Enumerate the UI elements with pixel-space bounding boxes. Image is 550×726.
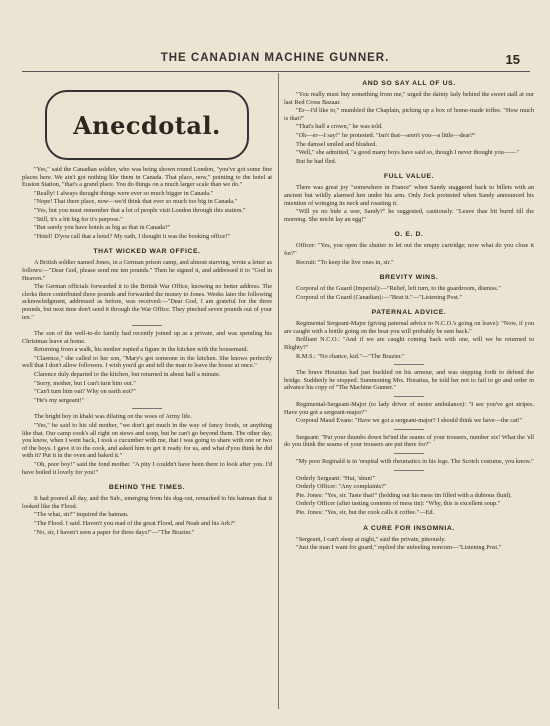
paragraph: Regimental-Sergeant-Major (to lady driver of motor ambulance): "I see you've got stripes. Have you got a sergeant-major?" <box>284 401 534 416</box>
divider <box>394 470 424 471</box>
section-heading: O. E. D. <box>394 231 424 239</box>
paragraph: "The what, sir?" inquired the batman. <box>34 511 129 519</box>
divider <box>394 364 424 365</box>
paragraph: "Yes, but you must remember that a lot of people visit London through this station." <box>34 206 246 214</box>
paragraph: Recruit: "To keep the live ones in, sir." <box>296 258 394 266</box>
paragraph: Orderly Officer: "Any complaints?" <box>296 483 387 491</box>
section-heading: A CURE FOR INSOMNIA. <box>363 524 455 532</box>
paragraph: "Really! I always thought things were ever so much bigger in Canada." <box>34 189 214 197</box>
paragraph: "Sergeant, I can't sleep at night," said the private, piteously. <box>296 535 446 543</box>
paragraph: "Can't turn him out? Why on earth not?" <box>34 388 136 396</box>
paragraph: "Sorry, mother, but I can't turn him out." <box>34 379 136 387</box>
paragraph: R.M.S.: "No chance, kid."—"The Brazier." <box>296 352 405 360</box>
paragraph: "Still, it's a bit big for it's purpose." <box>34 215 123 223</box>
paragraph: "Well," she admitted, "a good many boys have said so, though I never thought you——" <box>296 149 519 157</box>
paragraph: The German officials forwarded it to the British War Office, knowing no better address. The clerks there contributed three pounds and forwarded the money to Jones. Weeks later the following acknowledgment, addressed as before, was received:—"Dear God, I am grateful for the three pounds, but next time don't send it through the War Office. They pinched seven pounds out of your ten." <box>22 283 272 321</box>
section-heading: PATERNAL ADVICE. <box>371 309 447 317</box>
paragraph: "That's half a crown," he was told. <box>296 123 383 131</box>
paragraph: "Will ye no bide a wee, Sandy?" he suggested, cautiously. "Leave thae bit burrd till the morning. She micht lay an egg!" <box>284 208 534 223</box>
paragraph: Pte. Jones: "Yes, sir, but the cook calls it coffee."—Ed. <box>296 508 435 516</box>
paragraph: "My poor Reginald is in 'orspital with rheumatics in his legs. The Scotch costume, you know." <box>296 458 534 465</box>
section-heading: BEHIND THE TIMES. <box>108 484 186 492</box>
paragraph: Corporal of the Guard (Canadian):—"Beat it."—"Listening Post." <box>296 293 462 301</box>
section-heading: AND SO SAY ALL OF US. <box>362 80 456 87</box>
paragraph: There was great joy "somewhere in France" when Sandy staggered back to billets with an ancient but wildly alarmed hen under his arm. Only Jock protested when Sandy announced his intention of wringing its neck and roasting it. <box>284 184 534 207</box>
paragraph: "He's my sergeant!" <box>34 396 85 404</box>
paragraph: The son of the well-to-do family had recently joined up as a private, and was spending his Christmas leave at home. <box>22 330 272 345</box>
paragraph: Clarence duly departed to the kitchen, but returned in about half a minute. <box>34 371 221 379</box>
paragraph: The brave Horatius had just buckled on his armour, and was stepping forth to defend the bridge. Suddenly he stopped. Summoning Mrs. Horatius, he told her not to fail to go and order in advance his copy of "The Machine Gunner." <box>284 369 534 392</box>
page-number: 15 <box>505 52 520 67</box>
anecdotal-title: Anecdotal. <box>45 90 249 160</box>
paragraph: "But surely you have hotels as big as that in Canada?" <box>34 224 171 232</box>
paragraph: The damsel smiled and blushed. <box>296 140 377 148</box>
paragraph: "The Flood. I said. Haven't you read of the great Flood, and Noah and his Ark?" <box>34 519 236 527</box>
paragraph: Sergeant: "Put your thumbs down be'ind the seams of your trousers, number six! What the 'ell do you think the seams of your trousers are put there for?" <box>284 433 534 449</box>
divider <box>132 408 162 409</box>
paragraph: "Yes," said the Canadian soldier, who was being shown round London, "you've got some fine places here. We ain't got nothing like them in Canada. That place, now," pointing to the hotel at Euston Station, "that's a grand place. You do things on a much larger scale than we do." <box>22 166 272 189</box>
left-column <box>22 78 272 537</box>
paragraph: "Er—I'd like to," mumbled the Chaplain, picking up a box of home-made toffee. "How much is that?" <box>284 107 534 122</box>
paragraph: Brilliant N.C.O.: "And if we are caught coming back with one, will we be returned to Blighty?" <box>284 336 534 352</box>
paragraph: Regimental Sergeant-Major (giving paternal advice to N.C.O.'s going on leave): "Now, if you are caught with a bottle going on the boat you will probably be sent back." <box>284 320 534 335</box>
right-column <box>284 78 534 553</box>
paragraph: "Oh—er—I say!" he protested. "Isn't that—aren't you—a little—dear?" <box>296 131 476 139</box>
paragraph: Corporal of the Guard (Imperial):—"Relief, left turn, to the guardroom, dismiss." <box>296 285 501 293</box>
header-rule <box>22 71 530 72</box>
paragraph: "Nope! That there place, now—we'd think that ever so much too big in Canada." <box>34 198 238 206</box>
divider <box>394 453 424 454</box>
paragraph: "No, sir, I haven't seen a paper for three days!"—"The Brazier." <box>34 528 195 536</box>
paragraph: Pte. Jones: "Yes, sir. Taste that!" (holding out his mess tin filled with a dubious fluid). <box>296 491 512 499</box>
section-heading: FULL VALUE. <box>383 173 435 181</box>
section-heading: THAT WICKED WAR OFFICE. <box>93 248 201 256</box>
paragraph: "Just the man I want for guard," replied the unfeeling noncom—"Listening Post." <box>296 544 502 552</box>
divider <box>394 429 424 430</box>
paragraph: It had poured all day, and the Sub., emerging from his dug-out, remarked to his batman that it looked like the Flood. <box>22 495 272 510</box>
paragraph: But he had fled. <box>296 157 337 165</box>
paragraph: A British soldier named Jones, in a German prison camp, and almost starving, wrote a letter as follows:—"Dear God, please send me ten pounds." Then he signed it, and addressed it to "God in Heaven." <box>22 259 273 282</box>
paragraph: Officer: "Yes, you open the shutter to let out the empty cartridge; now what do you close it for?" <box>284 242 534 257</box>
paragraph: Orderly Sergeant: "Hut, 'shun!" <box>296 474 376 482</box>
divider <box>394 396 424 397</box>
paragraph: "Yes," he said to his old mother, "we don't get much in the way of fancy foods, or anything like that. Our camp cook's all right on stews and soup, but he can't go beyond them. The other day, you know, when I went back, I took a cucumber with me, that I was going to share with one or two of the boys. I gave it to the cook, and asked him to get it ready for us, and what d'you think he did with it? Put it in the oven and baked it." <box>22 422 272 460</box>
paragraph: Returning from a walk, his mother espied a figure in the kitchen with the housemaid. <box>34 346 249 354</box>
page-header: THE CANADIAN MACHINE GUNNER. <box>160 52 390 64</box>
paragraph: Orderly Officer (after tasting contents of mess tin): "Why, this is excellent soup." <box>296 500 501 508</box>
paragraph: "Clarence," she called to her son, "Mary's got someone in the kitchen. She knows perfectly well that I don't allow followers. I wish you'd go and tell the man to leave the house at once." <box>22 354 272 370</box>
paragraph: "Oh, poor boy!" said the fond mother. "A pity I couldn't have been there to look after you. I'd have boiled it lovely for you!" <box>22 461 272 476</box>
paragraph: "You really must buy something from me," urged the dainty lady behind the sweet stall at our last Red Cross Bazaar. <box>284 91 534 106</box>
column-divider <box>278 73 279 709</box>
paragraph: "Hotel! D'you call that a hotel? My oath, I thought it was the booking office!" <box>34 232 230 240</box>
section-heading: BREVITY WINS. <box>379 274 439 282</box>
divider <box>132 325 162 326</box>
paragraph: Corporal Maud Evans: "Have we got a sergeant-major? I should think we have—the cat!" <box>296 417 523 425</box>
paragraph: The bright boy in khaki was dilating on the woes of Army life. <box>34 413 192 421</box>
